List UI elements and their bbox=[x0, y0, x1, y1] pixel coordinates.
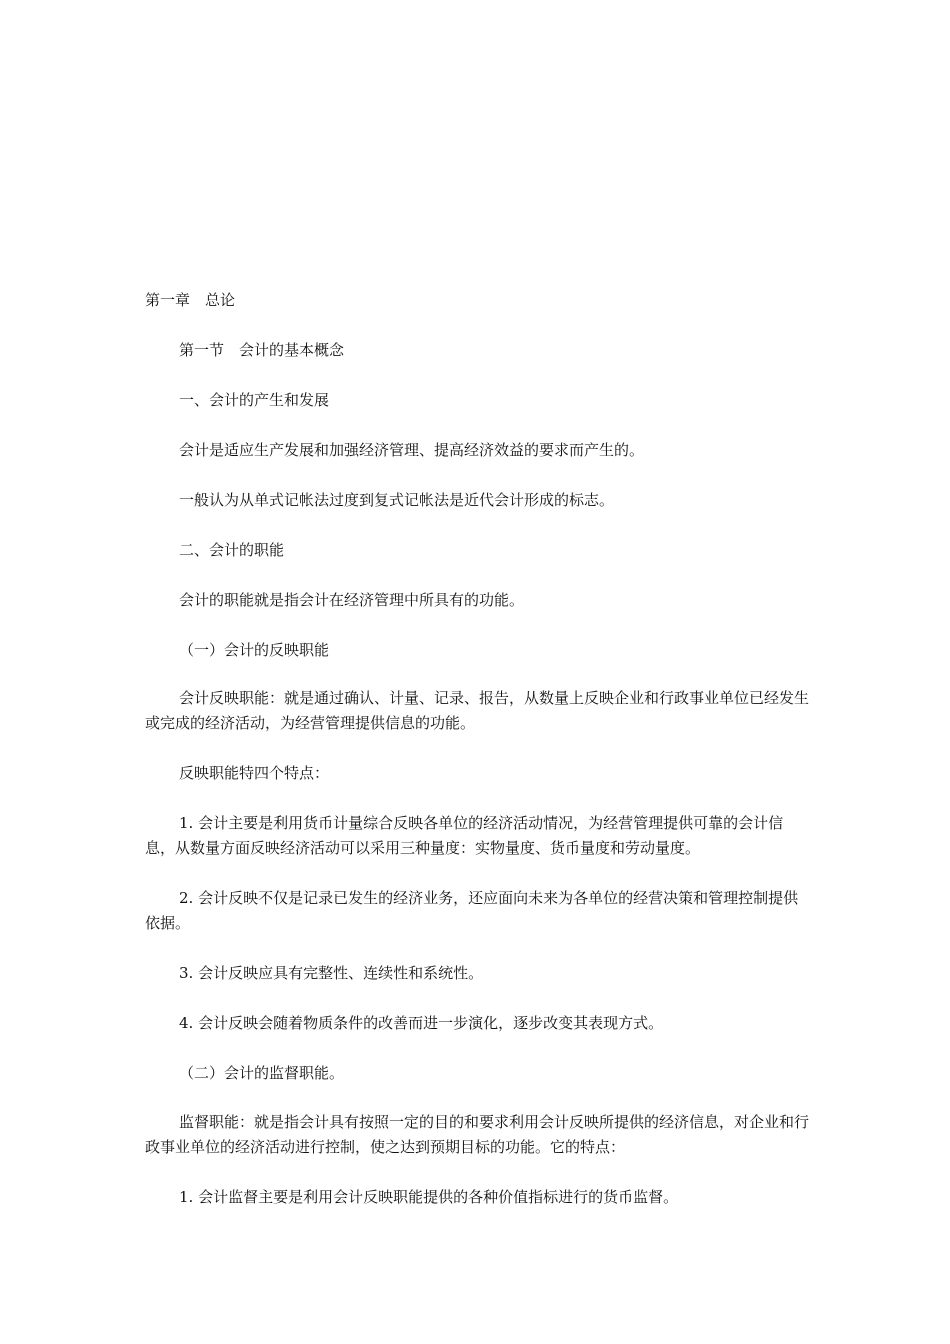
list-item: 3. 会计反映应具有完整性、连续性和系统性。 bbox=[179, 964, 484, 982]
sub-heading: （二）会计的监督职能。 bbox=[179, 1064, 345, 1082]
chapter-title: 第一章 总论 bbox=[145, 291, 236, 309]
paragraph: 反映职能特四个特点： bbox=[179, 764, 330, 782]
list-item: 1. 会计主要是利用货币计量综合反映各单位的经济活动情况，为经营管理提供可靠的会计信息，从数量方面反映经济活动可以采用三种量度：实物量度、货币量度和劳动量度。 bbox=[145, 814, 784, 857]
paragraph: 会计是适应生产发展和加强经济管理、提高经济效益的要求而产生的。 bbox=[179, 441, 645, 459]
list-item: 1. 会计监督主要是利用会计反映职能提供的各种价值指标进行的货币监督。 bbox=[179, 1188, 679, 1206]
paragraph: 监督职能：就是指会计具有按照一定的目的和要求利用会计反映所提供的经济信息，对企业和行政事业单位的经济活动进行控制，使之达到预期目标的功能。它的特点： bbox=[145, 1113, 810, 1156]
sub-heading: （一）会计的反映职能 bbox=[179, 641, 330, 659]
paragraph: 会计反映职能：就是通过确认、计量、记录、报告，从数量上反映企业和行政事业单位已经发生或完成的经济活动，为经营管理提供信息的功能。 bbox=[145, 689, 810, 732]
list-item: 2. 会计反映不仅是记录已发生的经济业务，还应面向未来为各单位的经营决策和管理控制提供依据。 bbox=[145, 889, 799, 932]
list-item: 4. 会计反映会随着物质条件的改善而进一步演化，逐步改变其表现方式。 bbox=[179, 1014, 664, 1032]
paragraph: 一般认为从单式记帐法过度到复式记帐法是近代会计形成的标志。 bbox=[179, 491, 615, 509]
subsection-heading: 二、会计的职能 bbox=[179, 541, 285, 559]
subsection-heading: 一、会计的产生和发展 bbox=[179, 391, 330, 409]
section-title: 第一节 会计的基本概念 bbox=[179, 341, 345, 359]
paragraph: 会计的职能就是指会计在经济管理中所具有的功能。 bbox=[179, 591, 525, 609]
